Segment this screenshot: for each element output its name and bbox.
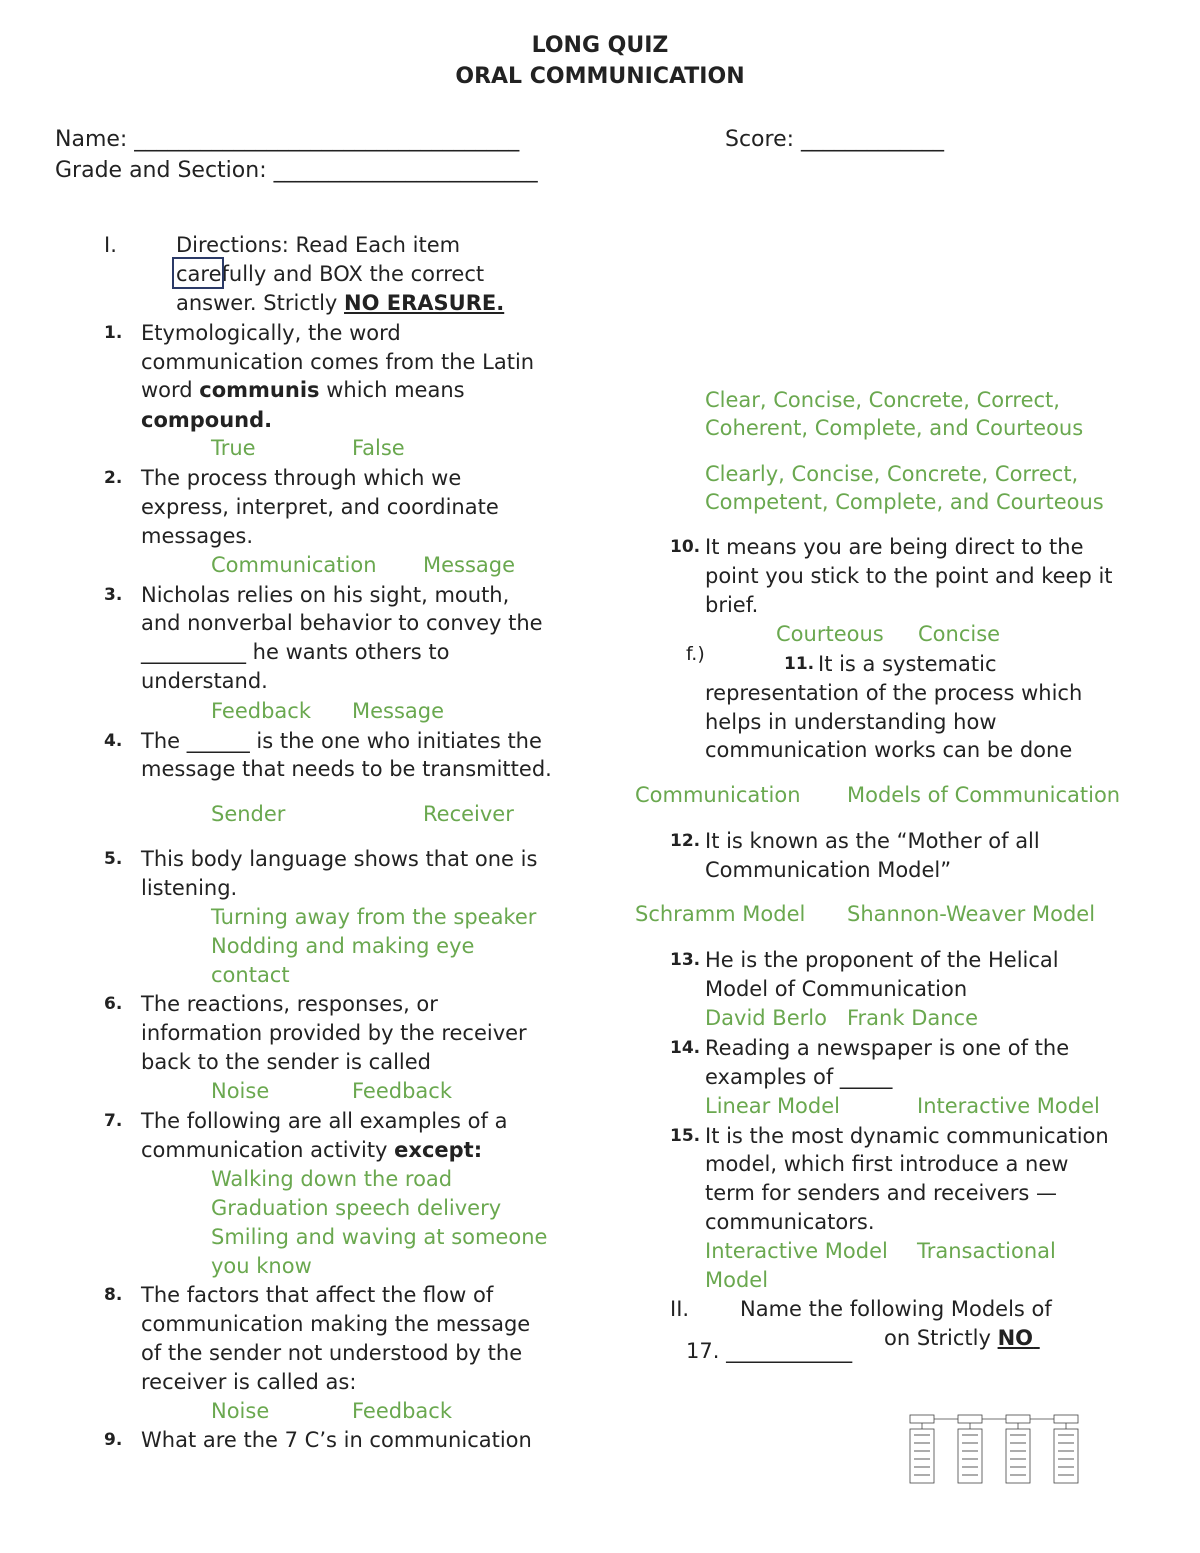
question-text: The ______ is the one who initiates the xyxy=(141,729,542,753)
question-text: The process through which we xyxy=(141,466,462,490)
answer-option[interactable]: David Berlo xyxy=(705,1006,827,1030)
directions-line-3 xyxy=(176,289,504,318)
question-keyword: except: xyxy=(394,1138,483,1162)
question-text-part: communication activity xyxy=(141,1138,395,1162)
question-text: He is the proponent of the Helical xyxy=(705,948,1059,972)
answer-option[interactable]: Frank Dance xyxy=(847,1006,979,1030)
question-number: 2. xyxy=(104,468,123,488)
answer-option[interactable]: Feedback xyxy=(352,1079,453,1103)
stray-label: f.) xyxy=(686,643,705,665)
answer-option[interactable]: Concise xyxy=(918,622,1001,646)
question-text: communication making the message xyxy=(141,1312,531,1336)
question-text: model, which first introduce a new xyxy=(705,1152,1069,1176)
name-field: Name: ___________________________________ xyxy=(55,127,520,152)
answer-option[interactable]: Noise xyxy=(211,1079,270,1103)
question-text: It means you are being direct to the xyxy=(705,535,1084,559)
question-text: Reading a newspaper is one of the xyxy=(705,1036,1070,1060)
part-one-numeral: I. xyxy=(104,233,117,257)
question-number: 3. xyxy=(104,585,123,605)
question-keyword: compound. xyxy=(141,408,273,432)
answer-option[interactable]: Communication xyxy=(211,553,377,577)
question-text: back to the sender is called xyxy=(141,1050,431,1074)
answer-option-continued[interactable]: Coherent, Complete, and Courteous xyxy=(705,416,1084,440)
answer-option[interactable]: Nodding and making eye xyxy=(211,934,475,958)
question-text: communicators. xyxy=(705,1210,875,1234)
question-number: 15. xyxy=(670,1126,701,1146)
part-two-directions: Name the following Models of xyxy=(740,1297,1052,1321)
part-two-directions-continued xyxy=(884,1324,1040,1353)
directions-line-1: Directions: Read Each item xyxy=(176,233,461,257)
question-number: 4. xyxy=(104,731,123,751)
question-text: Model of Communication xyxy=(705,977,968,1001)
answer-option[interactable]: Schramm Model xyxy=(635,902,806,926)
question-text: understand. xyxy=(141,669,268,693)
question-text: This body language shows that one is xyxy=(141,847,538,871)
answer-option[interactable]: Noise xyxy=(211,1399,270,1423)
answer-option[interactable]: Message xyxy=(352,699,445,723)
answer-option[interactable]: Feedback xyxy=(211,699,312,723)
item-17-answer-line[interactable]: 17. ____________ xyxy=(686,1337,856,1366)
answer-option[interactable]: Interactive Model xyxy=(917,1094,1100,1118)
question-text-part: word xyxy=(141,378,200,402)
directions-text: on Strictly xyxy=(884,1326,998,1350)
question-number: 7. xyxy=(104,1111,123,1131)
answer-option[interactable]: Linear Model xyxy=(705,1094,840,1118)
question-text: messages. xyxy=(141,524,253,548)
answer-option[interactable]: Clearly, Concise, Concrete, Correct, xyxy=(705,462,1079,486)
answer-option[interactable]: Turning away from the speaker xyxy=(211,905,537,929)
question-text: term for senders and receivers — xyxy=(705,1181,1057,1205)
grade-section-field: Grade and Section: ________________________ xyxy=(55,158,538,183)
answer-option[interactable]: Graduation speech delivery xyxy=(211,1196,502,1220)
question-text: point you stick to the point and keep it xyxy=(705,564,1113,588)
question-text: representation of the process which xyxy=(705,681,1083,705)
question-text: helps in understanding how xyxy=(705,710,997,734)
answer-option[interactable]: Interactive Model xyxy=(705,1239,888,1263)
directions-line-2: carefully and BOX the correct xyxy=(176,262,485,286)
question-text: Nicholas relies on his sight, mouth, xyxy=(141,583,510,607)
question-text: express, interpret, and coordinate xyxy=(141,495,499,519)
score-field: Score: _____________ xyxy=(725,127,945,152)
question-text: Communication Model” xyxy=(705,858,952,882)
answer-option[interactable]: False xyxy=(352,436,405,460)
answer-option[interactable]: Models of Communication xyxy=(847,783,1121,807)
answer-option[interactable]: Shannon-Weaver Model xyxy=(847,902,1096,926)
question-number: 9. xyxy=(104,1430,123,1450)
no-erasure-emphasis: NO ERASURE. xyxy=(344,291,505,315)
question-number: 12. xyxy=(670,831,701,851)
question-number: 10. xyxy=(670,537,701,557)
underline-trail xyxy=(1033,1326,1040,1350)
directions-text: answer. Strictly xyxy=(176,291,345,315)
answer-option[interactable]: Courteous xyxy=(776,622,884,646)
question-text: receiver is called as: xyxy=(141,1370,357,1394)
question-number: 8. xyxy=(104,1285,123,1305)
answer-option[interactable]: Sender xyxy=(211,802,286,826)
question-text: and nonverbal behavior to convey the xyxy=(141,611,543,635)
question-text: It is a systematic xyxy=(818,652,997,676)
answer-option[interactable]: Clear, Concise, Concrete, Correct, xyxy=(705,388,1060,412)
answer-option-continued[interactable]: Competent, Complete, and Courteous xyxy=(705,490,1104,514)
question-text: communication comes from the Latin xyxy=(141,350,535,374)
sample-answer-box xyxy=(172,257,224,289)
answer-option[interactable]: Smiling and waving at someone xyxy=(211,1225,548,1249)
question-number: 1. xyxy=(104,323,123,343)
quiz-title: LONG QUIZ xyxy=(531,33,669,58)
answer-option[interactable]: True xyxy=(211,436,256,460)
question-number: 11. xyxy=(784,654,815,674)
question-keyword: communis xyxy=(199,378,320,402)
answer-option-continued[interactable]: you know xyxy=(211,1254,312,1278)
answer-option[interactable]: Walking down the road xyxy=(211,1167,453,1191)
question-number: 13. xyxy=(670,950,701,970)
question-text xyxy=(141,1136,482,1165)
question-text xyxy=(141,376,465,405)
answer-option[interactable]: Communication xyxy=(635,783,801,807)
question-text-part: which means xyxy=(319,378,465,402)
question-text: information provided by the receiver xyxy=(141,1021,527,1045)
question-text: What are the 7 C’s in communication xyxy=(141,1428,532,1452)
question-text: communication works can be done xyxy=(705,738,1073,762)
answer-option-continued[interactable]: contact xyxy=(211,963,290,987)
question-number: 6. xyxy=(104,994,123,1014)
question-text: examples of _____ xyxy=(705,1065,893,1089)
quiz-subtitle: ORAL COMMUNICATION xyxy=(455,64,745,89)
answer-option-continued[interactable]: Model xyxy=(705,1268,769,1292)
question-text: __________ he wants others to xyxy=(141,640,450,664)
answer-option[interactable]: Receiver xyxy=(423,802,514,826)
answer-option[interactable]: Feedback xyxy=(352,1399,453,1423)
communication-model-diagram xyxy=(908,1413,1080,1485)
question-number: 5. xyxy=(104,849,123,869)
question-text: It is the most dynamic communication xyxy=(705,1124,1109,1148)
question-text: listening. xyxy=(141,876,238,900)
answer-option[interactable]: Message xyxy=(423,553,516,577)
question-text: The factors that affect the flow of xyxy=(141,1283,494,1307)
answer-option[interactable]: Transactional xyxy=(917,1239,1056,1263)
question-text: brief. xyxy=(705,593,759,617)
question-text: The following are all examples of a xyxy=(141,1109,508,1133)
question-text: of the sender not understood by the xyxy=(141,1341,523,1365)
no-emphasis: NO xyxy=(997,1326,1034,1350)
question-text: Etymologically, the word xyxy=(141,321,401,345)
question-text: The reactions, responses, or xyxy=(141,992,438,1016)
question-number: 14. xyxy=(670,1038,701,1058)
question-text: message that needs to be transmitted. xyxy=(141,757,552,781)
question-text: It is known as the “Mother of all xyxy=(705,829,1040,853)
part-two-numeral: II. xyxy=(670,1297,690,1321)
